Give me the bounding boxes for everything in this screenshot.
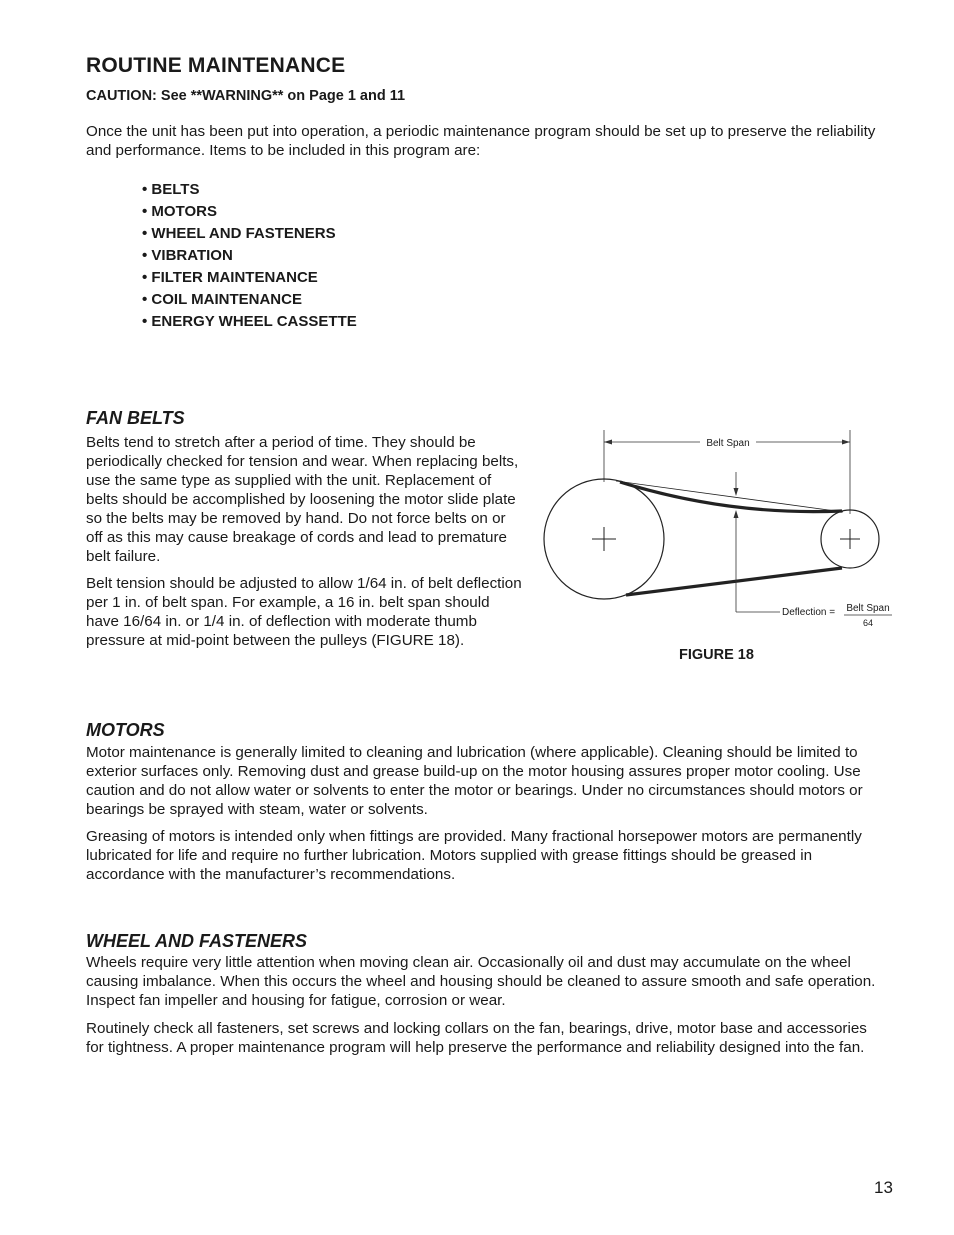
fan-belts-paragraph-2: Belt tension should be adjusted to allow 1/64 in. of belt deflection per 1 in. of belt span. For example, a 16 in. belt span should have 16/64 in. or 1/4 in. of deflection with moderate thumb pressure at mid-point between the pulleys (FIGURE 18). — [86, 575, 522, 649]
belt-deflection-diagram — [540, 430, 900, 640]
span-arrow-right — [842, 440, 850, 445]
deflection-arrow-top — [734, 488, 739, 496]
page-title: ROUTINE MAINTENANCE — [86, 54, 346, 77]
figure-caption: FIGURE 18 — [679, 647, 754, 663]
caution-note: CAUTION: See **WARNING** on Page 1 and 11 — [86, 88, 406, 104]
list-item: • MOTORS — [142, 203, 217, 220]
deflection-label: Deflection = — [782, 607, 836, 618]
list-item: • COIL MAINTENANCE — [142, 291, 302, 308]
intro-paragraph: Once the unit has been put into operation, a periodic maintenance program should be set up to preserve the reliability and performance. Items to be included in this program are: — [86, 123, 876, 159]
list-item: • ENERGY WHEEL CASSETTE — [142, 313, 357, 330]
fan-belts-paragraph-1: Belts tend to stretch after a period of time. They should be periodically checked for tension and wear. When replacing belts, use the same type as supplied with the unit. Replacement of belts should be accomplished by loosening the motor slide plate so the belts may be removed by hand. Do not force belts on or off as this may cause breakage of cords and lead to premature belt failure. — [86, 434, 519, 565]
belt-span-label: Belt Span — [706, 438, 750, 449]
motors-paragraph-1: Motor maintenance is generally limited to cleaning and lubrication (where applicable). Cleaning should be limited to exterior surfaces only. Removing dust and grease build-up on the motor housing assures proper motor cooling. Use caution and do not allow water or solvents to enter the motor or bearings. Under no circumstances should motors or bearings be sprayed with steam, water or solvents. — [86, 744, 863, 818]
deflection-arrow-bottom — [734, 510, 739, 518]
motors-paragraph-2: Greasing of motors is intended only when fittings are provided. Many fractional horsepower motors are permanently lubricated for life and require no further lubrication. Motors supplied with grease fittings should be greased in accordance with the manufacturer’s recommendations. — [86, 828, 862, 883]
fraction-numerator: Belt Span — [846, 603, 890, 614]
page-number: 13 — [874, 1178, 893, 1197]
wheel-heading: WHEEL AND FASTENERS — [86, 931, 308, 951]
span-arrow-left — [604, 440, 612, 445]
list-item: • FILTER MAINTENANCE — [142, 269, 318, 286]
wheel-paragraph-2: Routinely check all fasteners, set screws and locking collars on the fan, bearings, drive, motor base and accessories for tightness. A proper maintenance program will help preserve the performance and reliability designed into the fan. — [86, 1020, 867, 1056]
motors-heading: MOTORS — [86, 720, 165, 740]
list-item: • VIBRATION — [142, 247, 233, 264]
fan-belts-heading: FAN BELTS — [86, 408, 185, 428]
list-item: • WHEEL AND FASTENERS — [142, 225, 336, 242]
list-item: • BELTS — [142, 181, 200, 198]
maintenance-items-list — [142, 179, 357, 333]
fraction-denominator: 64 — [862, 618, 874, 628]
lower-belt — [626, 568, 842, 595]
wheel-paragraph-1: Wheels require very little attention when moving clean air. Occasionally oil and dust may accumulate on the wheel causing imbalance. When this occurs the wheel and housing should be cleaned to assure smooth and safe operation. Inspect fan impeller and housing for fatigue, corrosion or wear. — [86, 954, 876, 1009]
